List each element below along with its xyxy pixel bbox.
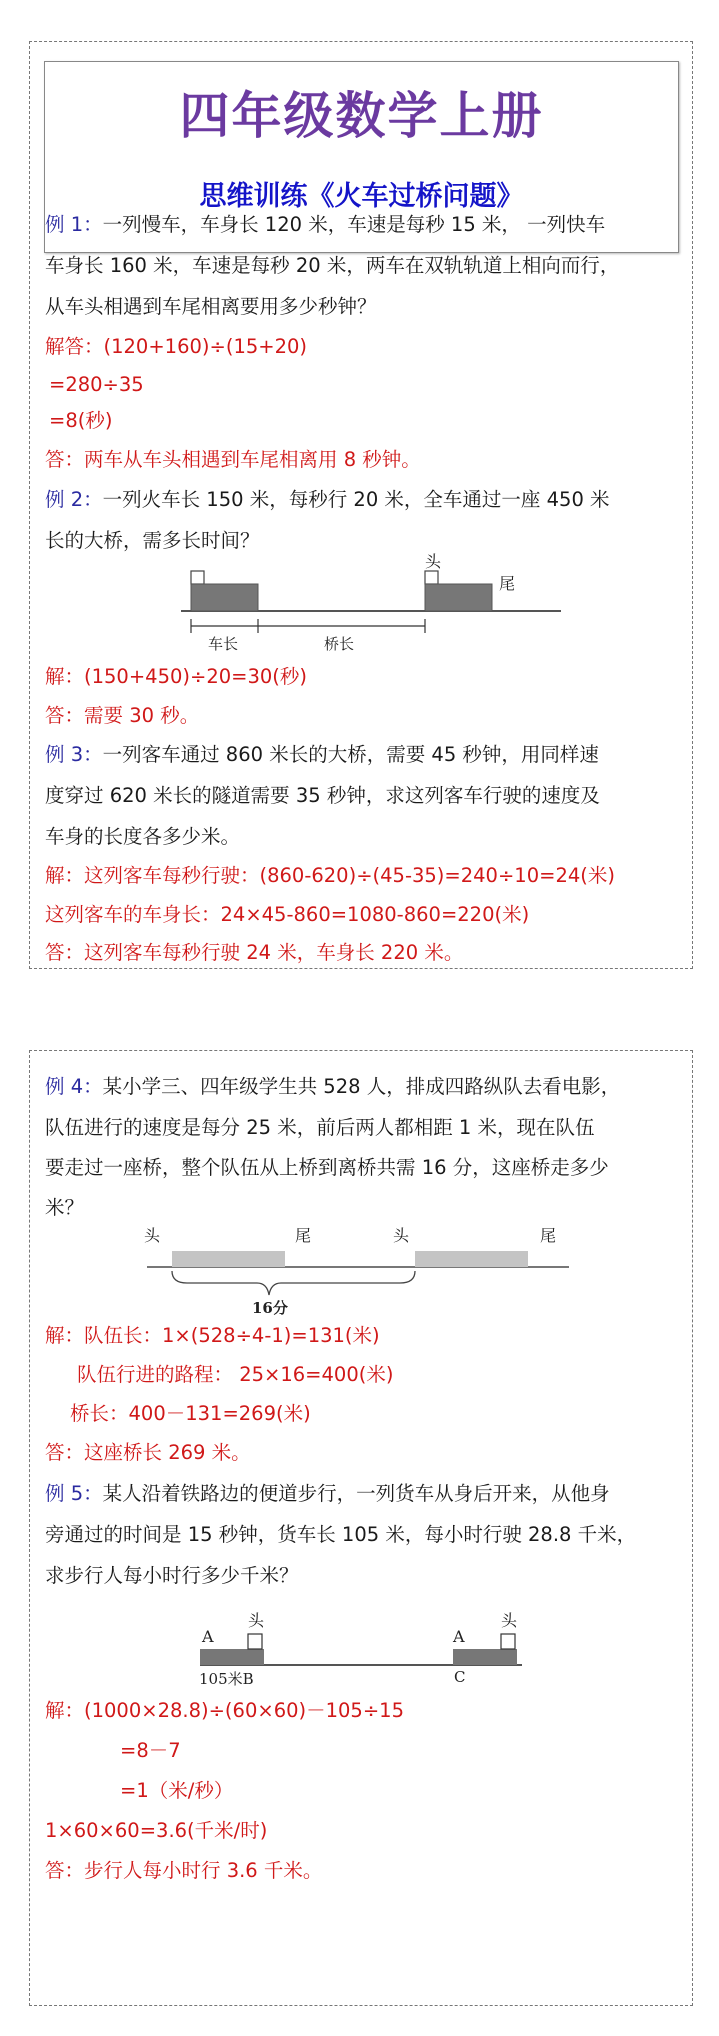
example-3-question-line-1: 例 3：一列客车通过 860 米长的大桥，需要 45 秒钟，用同样速 — [45, 743, 599, 766]
example-1-solution-line-1: 解答：(120+160)÷(15+20) — [45, 335, 308, 358]
example-4-label: 例 4： — [45, 1075, 103, 1098]
example-5-solution-line-2: =8－7 — [120, 1739, 181, 1762]
page-subtitle: 思维训练《火车过桥问题》 — [199, 181, 524, 212]
car-length-label: 车长 — [208, 635, 239, 653]
example-3-question-line-3: 车身的长度各多少米。 — [45, 825, 241, 848]
example-2-label: 例 2： — [45, 488, 103, 511]
point-c-label: C — [454, 1668, 466, 1686]
example-4-question-line-3: 要走过一座桥，整个队伍从上桥到离桥共需 16 分，这座桥走多少 — [45, 1156, 609, 1179]
example-4-question-line-1: 例 4：某小学三、四年级学生共 528 人，排成四路纵队去看电影， — [45, 1075, 621, 1098]
page-title: 四年级数学上册 — [179, 86, 544, 145]
example-4-solution-line-2: 队伍行进的路程： 25×16=400(米) — [77, 1363, 394, 1386]
head-label-2: 头 — [393, 1226, 410, 1245]
worksheet-card-1 — [29, 41, 693, 969]
example-2-question-line-1: 例 2：一列火车长 150 米，每秒行 20 米，全车通过一座 450 米 — [45, 488, 610, 511]
head-label-2: 头 — [501, 1611, 518, 1630]
example-1-answer: 答：两车从车头相遇到车尾相离用 8 秒钟。 — [45, 448, 421, 471]
example-5-solution-line-4: 1×60×60=3.6(千米/时) — [45, 1819, 268, 1842]
example-4-solution-line-1: 解：队伍长：1×(528÷4-1)=131(米) — [45, 1324, 380, 1347]
example-5-solution-line-1: 解：(1000×28.8)÷(60×60)－105÷15 — [45, 1699, 404, 1722]
example-5-train-walker-diagram — [200, 1594, 560, 1694]
example-2-solution: 解：(150+450)÷20=30(秒) — [45, 665, 308, 688]
example-3-solution-line-2: 这列客车的车身长：24×45-860=1080-860=220(米) — [45, 903, 530, 926]
point-a-label-1: A — [202, 1627, 214, 1646]
example-5-question-line-3: 求步行人每小时行多少千米？ — [45, 1564, 299, 1587]
example-3-question-line-2: 度穿过 620 米长的隧道需要 35 秒钟，求这列客车行驶的速度及 — [45, 784, 600, 807]
example-1-question-line-1: 例 1：一列慢车，车身长 120 米，车速是每秒 15 米， 一列快车 — [45, 213, 606, 236]
example-2-train-bridge-diagram — [181, 552, 561, 663]
example-5-label: 例 5： — [45, 1482, 103, 1505]
head-label-1: 头 — [248, 1611, 265, 1630]
tail-label: 尾 — [499, 574, 516, 593]
tail-label-2: 尾 — [540, 1226, 557, 1245]
example-2-answer: 答：需要 30 秒。 — [45, 704, 200, 727]
bridge-length-label: 桥长 — [324, 635, 355, 653]
worksheet-card-2 — [29, 1050, 693, 2006]
example-5-solution-line-3: =1（米/秒） — [120, 1779, 234, 1802]
example-1-solution-line-2: =280÷35 — [49, 373, 144, 396]
head-label-1: 头 — [144, 1226, 161, 1245]
example-4-question-line-2: 队伍进行的速度是每分 25 米，前后两人都相距 1 米，现在队伍 — [45, 1116, 595, 1139]
example-1-solution-line-3: =8(秒) — [49, 409, 113, 432]
time-label: 16分 — [252, 1299, 288, 1317]
point-b-label: 105米B — [199, 1670, 254, 1688]
point-a-label-2: A — [453, 1627, 465, 1646]
example-3-label: 例 3： — [45, 743, 103, 766]
example-4-queue-bridge-diagram — [144, 1221, 587, 1321]
example-1-question-line-3: 从车头相遇到车尾相离要用多少秒钟？ — [45, 295, 377, 318]
example-1-label: 例 1： — [45, 213, 103, 236]
head-label: 头 — [425, 552, 442, 571]
example-1-question-line-2: 车身长 160 米，车速是每秒 20 米，两车在双轨轨道上相向而行， — [45, 254, 620, 277]
example-4-answer: 答：这座桥长 269 米。 — [45, 1441, 251, 1464]
example-5-answer: 答：步行人每小时行 3.6 千米。 — [45, 1859, 323, 1882]
example-3-solution-line-1: 解：这列客车每秒行驶：(860-620)÷(45-35)=240÷10=24(米) — [45, 864, 615, 887]
example-2-question-line-2: 长的大桥，需多长时间？ — [45, 529, 260, 552]
example-4-question-line-4: 米？ — [45, 1196, 85, 1219]
example-5-question-line-1: 例 5：某人沿着铁路边的便道步行，一列货车从身后开来，从他身 — [45, 1482, 610, 1505]
example-5-question-line-2: 旁通过的时间是 15 秒钟，货车长 105 米，每小时行驶 28.8 千米， — [45, 1523, 637, 1546]
example-4-solution-line-3: 桥长：400－131=269(米) — [70, 1402, 311, 1425]
example-3-answer: 答：这列客车每秒行驶 24 米，车身长 220 米。 — [45, 941, 464, 964]
tail-label-1: 尾 — [295, 1226, 312, 1245]
